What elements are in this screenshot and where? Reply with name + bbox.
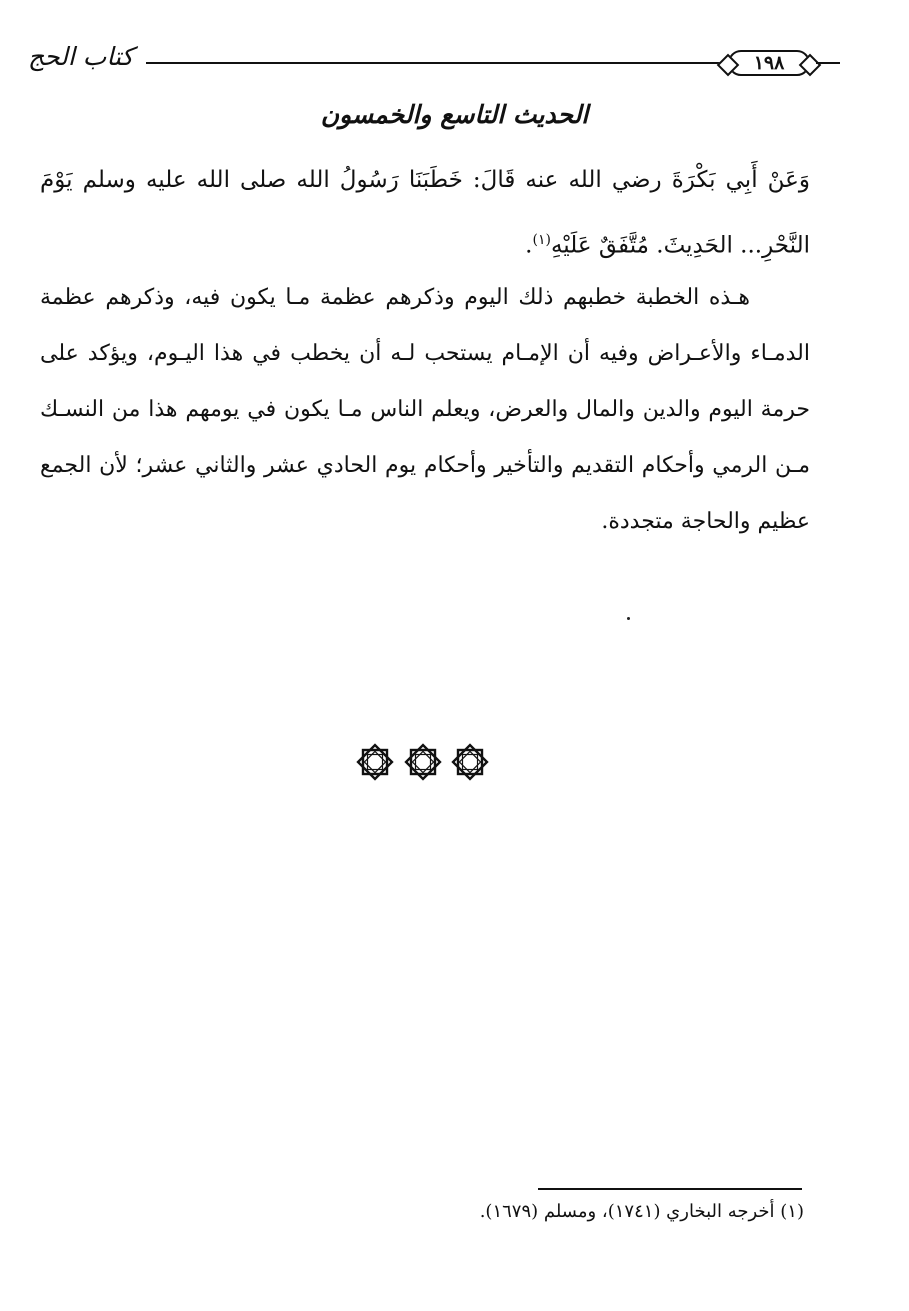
hadith-body: وَعَنْ أَبِي بَكْرَةَ رضي الله عنه قَالَ: خَطَبَنَا رَسُولُ الله صلى الله عليه وسلم يَوْمَ النَّحْرِ... الحَدِيثَ. مُتَّفَقٌ عَلَيْهِ: [40, 167, 810, 259]
header-rule: [146, 62, 726, 64]
hadith-title: الحديث التاسع والخمسون: [320, 100, 589, 129]
commentary-paragraph: هـذه الخطبة خطبهم ذلك اليوم وذكرهم عظمة مـا يكون فيه، وذكرهم عظمة الدمـاء والأعـراض وفيه أن الإمـام يستحب لـه أن يخطب في هذا اليـوم، ويؤكد على حرمة اليوم والدين والمال والعرض، ويعلم الناس مـا يكون في يومهم هذا من النسـك مـن الرمي وأحكام التقديم والتأخير وأحكام يوم الحادي عشر والثاني عشر؛ لأن الجمع عظيم والحاجة متجددة.: [40, 285, 810, 534]
footnote-text: (١) أخرجه البخاري (١٧٤١)، ومسلم (١٦٧٩).: [479, 1201, 804, 1222]
eight-point-star-icon: [450, 742, 490, 782]
footnote-rule: [538, 1188, 802, 1190]
page-number-frame: [728, 50, 810, 76]
stray-dot: [627, 617, 630, 620]
header-rule-tail: [816, 62, 840, 64]
page-header: [28, 42, 818, 82]
eight-point-star-icon: [355, 742, 395, 782]
section-ornaments: [355, 742, 490, 784]
page-number: ١٩٨: [753, 52, 785, 74]
hadith-text: [40, 150, 810, 276]
footnote-marker: (١): [532, 232, 551, 248]
book-title: كتاب الحج: [28, 42, 134, 71]
eight-point-star-icon: [403, 742, 443, 782]
hadith-end-mark: .: [525, 232, 533, 259]
